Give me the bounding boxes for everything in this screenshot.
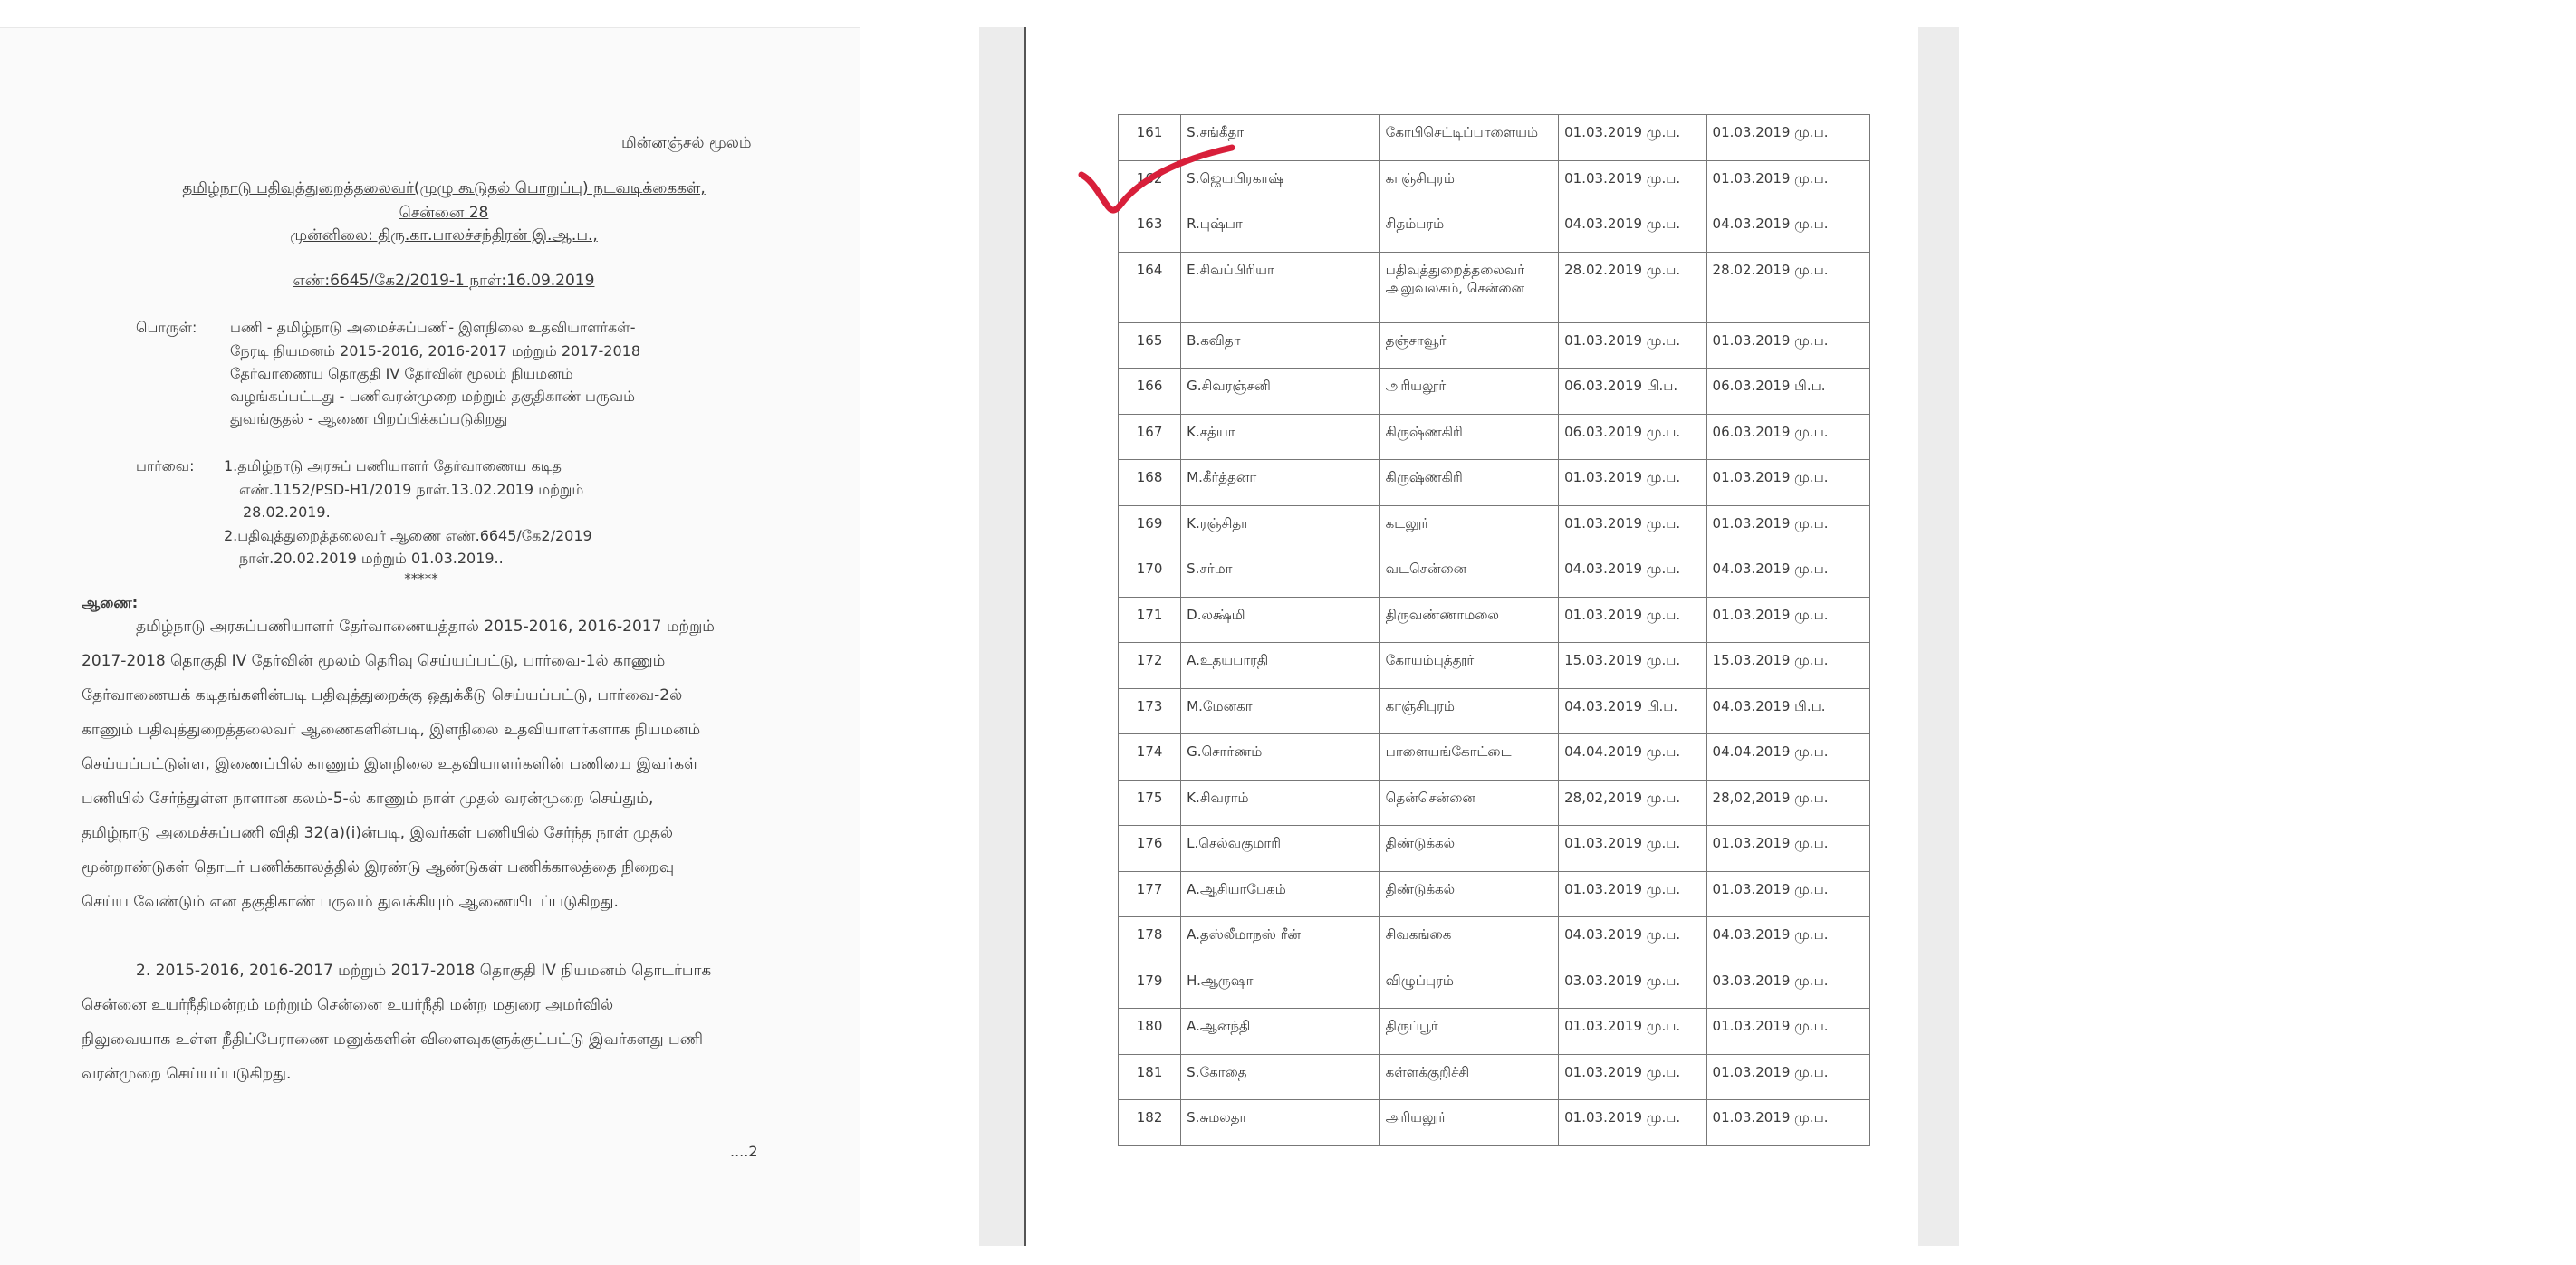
row-number-cell: 182 xyxy=(1119,1100,1181,1146)
joining-date-cell: 01.03.2019 மு.ப. xyxy=(1559,597,1706,643)
name-cell: S.சுமலதா xyxy=(1181,1100,1380,1146)
regularisation-date-cell: 04.03.2019 மு.ப. xyxy=(1706,551,1869,598)
paragraph-line: செய்ய வேண்டும் என தகுதிகாண் பருவம் துவக்கியும் ஆணையிடப்படுகிறது. xyxy=(82,893,619,911)
row-number-cell: 173 xyxy=(1119,688,1181,734)
regularisation-date-cell: 06.03.2019 மு.ப. xyxy=(1706,414,1869,460)
office-cell: சிவகங்கை xyxy=(1379,917,1558,963)
row-number-cell: 177 xyxy=(1119,871,1181,917)
office-cell: திருவண்ணாமலை xyxy=(1379,597,1558,643)
paragraph-line: மூன்றாண்டுகள் தொடர் பணிக்காலத்தில் இரண்டு ஆண்டுகள் பணிக்காலத்தை நிறைவு xyxy=(82,858,675,877)
table-row xyxy=(1119,917,1870,963)
regularisation-date-cell: 03.03.2019 மு.ப. xyxy=(1706,963,1869,1009)
joining-date-cell: 28,02,2019 மு.ப. xyxy=(1559,780,1706,826)
regularisation-date-cell: 01.03.2019 மு.ப. xyxy=(1706,1009,1869,1055)
joining-date-cell: 01.03.2019 மு.ப. xyxy=(1559,160,1706,206)
row-number-cell: 171 xyxy=(1119,597,1181,643)
name-cell: M.மேனகா xyxy=(1181,688,1380,734)
row-number-cell: 178 xyxy=(1119,917,1181,963)
subject-line: தேர்வாணைய தொகுதி IV தேர்வின் மூலம் நியமனம் xyxy=(230,365,573,382)
subject-line: நேரடி நியமனம் 2015-2016, 2016-2017 மற்றும் 2017-2018 xyxy=(230,342,641,359)
office-cell: கிருஷ்ணகிரி xyxy=(1379,414,1558,460)
row-number-cell: 180 xyxy=(1119,1009,1181,1055)
table-row xyxy=(1119,322,1870,369)
table-row xyxy=(1119,460,1870,506)
paragraph-line: வரன்முறை செய்யப்படுகிறது. xyxy=(82,1065,292,1083)
office-cell: கோபிசெட்டிப்பாளையம் xyxy=(1379,115,1558,161)
name-cell: G.சிவரஞ்சனி xyxy=(1181,369,1380,415)
row-number-cell: 166 xyxy=(1119,369,1181,415)
order-label: ஆணை: xyxy=(82,594,139,611)
row-number-cell: 165 xyxy=(1119,322,1181,369)
office-cell: அரியலூர் xyxy=(1379,369,1558,415)
regularisation-date-cell: 04.03.2019 பி.ப. xyxy=(1706,688,1869,734)
paragraph-line: 2017-2018 தொகுதி IV தேர்வின் மூலம் தெரிவு செய்யப்பட்டு, பார்வை-1ல் காணும் xyxy=(82,652,666,670)
joining-date-cell: 04.03.2019 மு.ப. xyxy=(1559,917,1706,963)
name-cell: S.கோதை xyxy=(1181,1054,1380,1100)
red-checkmark-icon xyxy=(1076,140,1239,222)
paragraph-line: சென்னை உயர்நீதிமன்றம் மற்றும் சென்னை உயர்நீதி மன்ற மதுரை அமர்வில் xyxy=(82,996,614,1014)
regularisation-date-cell: 06.03.2019 பி.ப. xyxy=(1706,369,1869,415)
joining-date-cell: 01.03.2019 மு.ப. xyxy=(1559,322,1706,369)
dispatch-note: மின்னஞ்சல் மூலம் xyxy=(621,134,752,152)
reference-line: 28.02.2019. xyxy=(243,503,331,521)
regularisation-date-cell: 01.03.2019 மு.ப. xyxy=(1706,826,1869,872)
paragraph-line: 2. 2015-2016, 2016-2017 மற்றும் 2017-2018 தொகுதி IV நியமனம் தொடர்பாக xyxy=(136,962,712,980)
reference-label: பார்வை: xyxy=(136,457,195,474)
row-number-cell: 176 xyxy=(1119,826,1181,872)
row-number-cell: 179 xyxy=(1119,963,1181,1009)
office-cell: தென்சென்னை xyxy=(1379,780,1558,826)
name-cell: S.சங்கீதா xyxy=(1181,115,1380,161)
table-row xyxy=(1119,252,1870,322)
paragraph-line: தேர்வாணையக் கடிதங்களின்படி பதிவுத்துறைக்கு ஒதுக்கீடு செய்யப்பட்டு, பார்வை-2ல் xyxy=(82,686,683,704)
joining-date-cell: 04.03.2019 மு.ப. xyxy=(1559,551,1706,598)
name-cell: M.கீர்த்தனா xyxy=(1181,460,1380,506)
row-number-cell: 170 xyxy=(1119,551,1181,598)
regularisation-date-cell: 01.03.2019 மு.ப. xyxy=(1706,1100,1869,1146)
office-cell: வடசென்னை xyxy=(1379,551,1558,598)
table-row xyxy=(1119,871,1870,917)
reference-number: எண்:6645/கே2/2019-1 நாள்:16.09.2019 xyxy=(293,272,595,290)
name-cell: S.ஜெயபிரகாஷ் xyxy=(1181,160,1380,206)
paragraph-line: செய்யப்பட்டுள்ள, இணைப்பில் காணும் இளநிலை உதவியாளர்களின் பணியை இவர்கள் xyxy=(82,755,698,773)
office-cell: திருப்பூர் xyxy=(1379,1009,1558,1055)
name-cell: R.புஷ்பா xyxy=(1181,206,1380,253)
row-number-cell: 162 xyxy=(1119,160,1181,206)
reference-line: எண்.1152/PSD-H1/2019 நாள்.13.02.2019 மற்றும் xyxy=(239,481,584,498)
joining-date-cell: 01.03.2019 மு.ப. xyxy=(1559,1009,1706,1055)
office-cell: பதிவுத்துறைத்தலைவர் அலுவலகம், சென்னை xyxy=(1379,252,1558,322)
office-cell: காஞ்சிபுரம் xyxy=(1379,688,1558,734)
table-row xyxy=(1119,780,1870,826)
table-row xyxy=(1119,1054,1870,1100)
name-cell: E.சிவப்பிரியா xyxy=(1181,252,1380,322)
office-cell: கடலூர் xyxy=(1379,505,1558,551)
office-cell: கிருஷ்ணகிரி xyxy=(1379,460,1558,506)
row-number-cell: 172 xyxy=(1119,643,1181,689)
subject-label: பொருள்: xyxy=(136,319,197,336)
table-row xyxy=(1119,1009,1870,1055)
joining-date-cell: 04.03.2019 பி.ப. xyxy=(1559,688,1706,734)
presence-line: முன்னிலை: திரு.கா.பாலச்சந்திரன் இ.ஆ.ப., xyxy=(290,226,598,244)
name-cell: D.லக்ஷ்மி xyxy=(1181,597,1380,643)
joining-date-cell: 01.03.2019 மு.ப. xyxy=(1559,826,1706,872)
office-cell: கோயம்புத்தூர் xyxy=(1379,643,1558,689)
regularisation-date-cell: 01.03.2019 மு.ப. xyxy=(1706,460,1869,506)
joining-date-cell: 03.03.2019 மு.ப. xyxy=(1559,963,1706,1009)
row-number-cell: 175 xyxy=(1119,780,1181,826)
joining-date-cell: 01.03.2019 மு.ப. xyxy=(1559,1054,1706,1100)
office-cell: விழுப்புரம் xyxy=(1379,963,1558,1009)
name-cell: K.சத்யா xyxy=(1181,414,1380,460)
name-cell: A.தஸ்லீமாநஸ் ரீன் xyxy=(1181,917,1380,963)
staff-table xyxy=(1118,114,1870,1146)
regularisation-date-cell: 01.03.2019 மு.ப. xyxy=(1706,505,1869,551)
name-cell: L.செல்வகுமாரி xyxy=(1181,826,1380,872)
joining-date-cell: 01.03.2019 மு.ப. xyxy=(1559,505,1706,551)
row-number-cell: 174 xyxy=(1119,734,1181,781)
office-cell: திண்டுக்கல் xyxy=(1379,871,1558,917)
regularisation-date-cell: 01.03.2019 மு.ப. xyxy=(1706,597,1869,643)
office-cell: சிதம்பரம் xyxy=(1379,206,1558,253)
regularisation-date-cell: 04.04.2019 மு.ப. xyxy=(1706,734,1869,781)
office-cell: காஞ்சிபுரம் xyxy=(1379,160,1558,206)
name-cell: H.ஆருஷா xyxy=(1181,963,1380,1009)
table-row xyxy=(1119,597,1870,643)
joining-date-cell: 01.03.2019 மு.ப. xyxy=(1559,115,1706,161)
paragraph-line: தமிழ்நாடு அமைச்சுப்பணி விதி 32(a)(i)ன்படி, இவர்கள் பணியில் சேர்ந்த நாள் முதல் xyxy=(82,824,673,842)
row-number-cell: 164 xyxy=(1119,252,1181,322)
reference-line: நாள்.20.02.2019 மற்றும் 01.03.2019.. xyxy=(239,550,504,567)
table-row xyxy=(1119,1100,1870,1146)
row-number-cell: 167 xyxy=(1119,414,1181,460)
paragraph-line: பணியில் சேர்ந்துள்ள நாளான கலம்-5-ல் காணும் நாள் முதல் வரன்முறை செய்தும், xyxy=(82,790,654,808)
name-cell: K.ரஞ்சிதா xyxy=(1181,505,1380,551)
joining-date-cell: 04.03.2019 மு.ப. xyxy=(1559,206,1706,253)
table-row xyxy=(1119,688,1870,734)
name-cell: K.சிவராம் xyxy=(1181,780,1380,826)
separator: ***** xyxy=(404,570,438,587)
joining-date-cell: 15.03.2019 மு.ப. xyxy=(1559,643,1706,689)
office-cell: அரியலூர் xyxy=(1379,1100,1558,1146)
regularisation-date-cell: 04.03.2019 மு.ப. xyxy=(1706,206,1869,253)
table-row xyxy=(1119,963,1870,1009)
subject-line: துவங்குதல் - ஆணை பிறப்பிக்கப்படுகிறது xyxy=(230,410,508,427)
row-number-cell: 163 xyxy=(1119,206,1181,253)
regularisation-date-cell: 15.03.2019 மு.ப. xyxy=(1706,643,1869,689)
regularisation-date-cell: 04.03.2019 மு.ப. xyxy=(1706,917,1869,963)
reference-line: 2.பதிவுத்துறைத்தலைவர் ஆணை எண்.6645/கே2/2019 xyxy=(224,527,592,544)
joining-date-cell: 06.03.2019 பி.ப. xyxy=(1559,369,1706,415)
joining-date-cell: 01.03.2019 மு.ப. xyxy=(1559,460,1706,506)
regularisation-date-cell: 28.02.2019 மு.ப. xyxy=(1706,252,1869,322)
joining-date-cell: 01.03.2019 மு.ப. xyxy=(1559,871,1706,917)
row-number-cell: 168 xyxy=(1119,460,1181,506)
regularisation-date-cell: 01.03.2019 மு.ப. xyxy=(1706,115,1869,161)
regularisation-date-cell: 01.03.2019 மு.ப. xyxy=(1706,871,1869,917)
office-cell: பாளையங்கோட்டை xyxy=(1379,734,1558,781)
name-cell: A.உதயபாரதி xyxy=(1181,643,1380,689)
joining-date-cell: 28.02.2019 மு.ப. xyxy=(1559,252,1706,322)
office-cell: திண்டுக்கல் xyxy=(1379,826,1558,872)
name-cell: A.ஆனந்தி xyxy=(1181,1009,1380,1055)
regularisation-date-cell: 28,02,2019 மு.ப. xyxy=(1706,780,1869,826)
reference-line: 1.தமிழ்நாடு அரசுப் பணியாளர் தேர்வாணைய கடித xyxy=(224,457,562,474)
office-cell: தஞ்சாவூர் xyxy=(1379,322,1558,369)
row-number-cell: 169 xyxy=(1119,505,1181,551)
subject-line: பணி - தமிழ்நாடு அமைச்சுப்பணி- இளநிலை உதவியாளர்கள்- xyxy=(230,319,636,336)
table-row xyxy=(1119,414,1870,460)
joining-date-cell: 04.04.2019 மு.ப. xyxy=(1559,734,1706,781)
subject-line: வழங்கப்பட்டது - பணிவரன்முறை மற்றும் தகுதிகாண் பருவம் xyxy=(230,388,635,405)
name-cell: B.கவிதா xyxy=(1181,322,1380,369)
office-heading-line1: தமிழ்நாடு பதிவுத்துறைத்தலைவர்(முழு கூடுதல் பொறுப்பு) நடவடிக்கைகள், xyxy=(182,179,706,197)
paragraph-line: தமிழ்நாடு அரசுப்பணியாளர் தேர்வாணையத்தால் 2015-2016, 2016-2017 மற்றும் xyxy=(136,618,715,636)
table-row xyxy=(1119,551,1870,598)
paragraph-line: காணும் பதிவுத்துறைத்தலைவர் ஆணைகளின்படி, இளநிலை உதவியாளர்களாக நியமனம் xyxy=(82,721,701,739)
table-row xyxy=(1119,369,1870,415)
joining-date-cell: 06.03.2019 மு.ப. xyxy=(1559,414,1706,460)
table-row xyxy=(1119,734,1870,781)
office-cell: கள்ளக்குறிச்சி xyxy=(1379,1054,1558,1100)
office-heading-line2: சென்னை 28 xyxy=(399,204,489,222)
paragraph-line: நிலுவையாக உள்ள நீதிப்பேராணை மனுக்களின் விளைவுகளுக்குட்பட்டு இவர்களது பணி xyxy=(82,1030,703,1049)
name-cell: A.ஆசியாபேகம் xyxy=(1181,871,1380,917)
row-number-cell: 181 xyxy=(1119,1054,1181,1100)
name-cell: S.சர்மா xyxy=(1181,551,1380,598)
page-continuation: ....2 xyxy=(730,1143,758,1160)
table-row xyxy=(1119,505,1870,551)
name-cell: G.சொர்ணம் xyxy=(1181,734,1380,781)
regularisation-date-cell: 01.03.2019 மு.ப. xyxy=(1706,322,1869,369)
row-number-cell: 161 xyxy=(1119,115,1181,161)
joining-date-cell: 01.03.2019 மு.ப. xyxy=(1559,1100,1706,1146)
regularisation-date-cell: 01.03.2019 மு.ப. xyxy=(1706,160,1869,206)
regularisation-date-cell: 01.03.2019 மு.ப. xyxy=(1706,1054,1869,1100)
table-row xyxy=(1119,826,1870,872)
table-row xyxy=(1119,643,1870,689)
